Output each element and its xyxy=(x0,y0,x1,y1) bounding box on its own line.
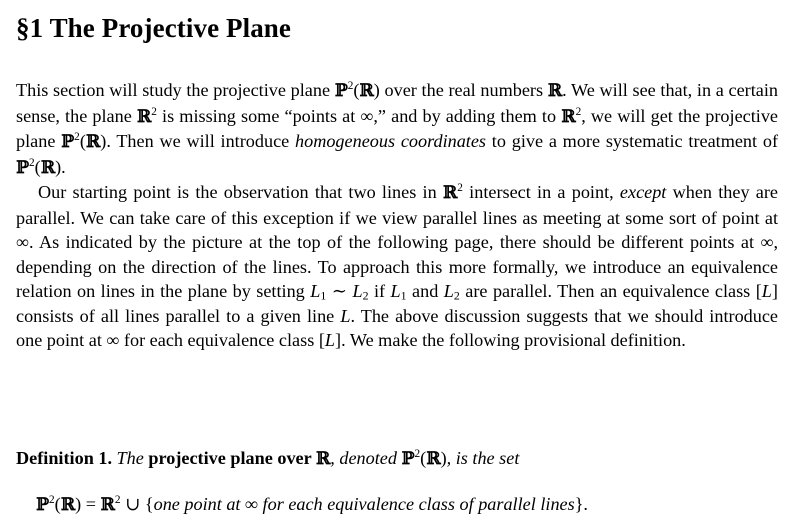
math-R: ℝ xyxy=(100,495,115,515)
definition-text: The xyxy=(112,448,149,468)
definition-label: Definition 1. xyxy=(16,448,112,468)
math-R: ℝ xyxy=(136,106,152,127)
definition-formula: ℙ$^2$(ℝ) = ℝ$^2$ ∪ {one point at ∞ for each equivalence class of parallel lines}. xyxy=(36,494,588,515)
page xyxy=(16,8,779,515)
math-L: L xyxy=(390,281,401,301)
math-close: }. xyxy=(574,494,588,514)
math-R: ℝ xyxy=(60,495,76,515)
math-sub: 2 xyxy=(453,288,460,303)
definition-text: , denoted xyxy=(330,448,402,468)
p2-text: consists of all lines parallel to a given line xyxy=(16,305,341,326)
p1-text: to give a more systematic treatment of xyxy=(486,131,778,151)
math-R: ℝ xyxy=(561,106,576,127)
p2-text: intersect in a point, xyxy=(462,182,620,202)
math-R: ℝ xyxy=(426,449,441,469)
definition: Definition 1. The projective plane over ℝ, denoted ℙ$^2$(ℝ), is the set xyxy=(16,448,520,469)
p2-text: . We make the following provisional definition. xyxy=(341,330,686,350)
math-P: ℙ xyxy=(401,449,415,469)
p2-text: and xyxy=(406,281,444,301)
math-sub: 2 xyxy=(362,288,369,303)
math-exp: 2 xyxy=(151,105,157,118)
formula-text: one point at ∞ for each equivalence class of parallel lines xyxy=(153,494,575,514)
math-P: ℙ xyxy=(16,157,29,178)
math-exp: 2 xyxy=(347,80,354,93)
p1-text: . xyxy=(61,156,66,177)
p2-text: . The above discussion suggests that we should introduce one point at ∞ for each equivalence class xyxy=(16,305,778,350)
p1-text: . Then we will introduce xyxy=(106,131,296,151)
p2-text: if xyxy=(368,281,391,301)
math-exp: 2 xyxy=(49,494,55,507)
section-heading xyxy=(16,8,778,48)
math-R: ℝ xyxy=(40,157,56,178)
section-title: The Projective Plane xyxy=(49,13,292,43)
p2-text: are parallel. Then an equivalence class xyxy=(459,281,756,301)
math-exp: 2 xyxy=(457,182,463,195)
p1-text: is missing some “points at ∞,” and by adding them to xyxy=(156,105,562,126)
p2-text: Our starting point is the observation that two lines in xyxy=(38,182,443,202)
math-eq: = xyxy=(81,494,101,514)
math-exp: 2 xyxy=(414,448,421,461)
math-L: L xyxy=(761,281,772,301)
math-P: ℙ xyxy=(36,495,49,515)
emphasis: homogeneous coordinates xyxy=(295,131,487,151)
math-P: ℙ xyxy=(61,132,75,152)
math-union: ∪ { xyxy=(120,494,154,514)
math-R: ℝ xyxy=(547,81,563,101)
definition-term: projective plane over xyxy=(148,448,316,468)
math-L: L xyxy=(443,281,454,301)
math-exp: 2 xyxy=(575,105,582,118)
paragraph-2 xyxy=(16,180,778,353)
math-L: L xyxy=(310,281,321,301)
math-R: ℝ xyxy=(85,132,101,152)
math-exp: 2 xyxy=(29,156,35,169)
math-R: ℝ xyxy=(442,183,458,203)
p2-text: when they are parallel. We can take care of this exception if we view parallel lines as meeting at some sort of point at ∞. As indicated by the picture at the top of the following page, there should be different points at ∞, depending on the direction of the lines. To approach this more formally, we introduce an equivalence relation on lines in the plane by setting xyxy=(16,182,778,301)
section-number: §1 xyxy=(16,13,44,43)
math-R: ℝ xyxy=(315,449,331,469)
math-bracket: ] xyxy=(771,281,778,301)
p1-text: over the real numbers xyxy=(379,80,548,100)
math-L: L xyxy=(352,281,363,301)
math-L: L xyxy=(324,330,336,350)
body-text xyxy=(16,78,778,353)
math-bracket: [ xyxy=(755,281,762,301)
math-exp: 2 xyxy=(74,131,80,144)
math-bracket: ] xyxy=(335,330,342,350)
p1-text: , we will get the projective plane xyxy=(16,105,779,151)
emphasis: except xyxy=(619,182,667,202)
math-P: ℙ xyxy=(334,81,348,101)
math-R: ℝ xyxy=(359,81,374,101)
math-bracket: [ xyxy=(318,330,325,350)
p1-text: . We will see that, in a certain sense, the plane xyxy=(16,80,778,126)
math-sim: ∼ xyxy=(326,281,353,301)
math-L: L xyxy=(340,305,351,326)
p1-text: This section will study the projective plane xyxy=(16,80,335,100)
paragraph-1: This section will study the projective plane ℙ$^2$(ℝ) over the real numbers ℝ. We will see that, in a certain sense, the plane ℝ$^2$ is missing some “points at ∞,” and by adding them to ℝ$^2$, we will get the projective plane ℙ$^2$(ℝ). Then we will introduce homogeneous coordinates to give a more systematic treatment of ℙ$^2$(ℝ). xyxy=(16,80,779,178)
definition-text: , is the set xyxy=(446,448,520,468)
math-sub: 1 xyxy=(400,288,407,303)
math-exp: 2 xyxy=(114,494,121,507)
math-sub: 1 xyxy=(320,288,327,303)
